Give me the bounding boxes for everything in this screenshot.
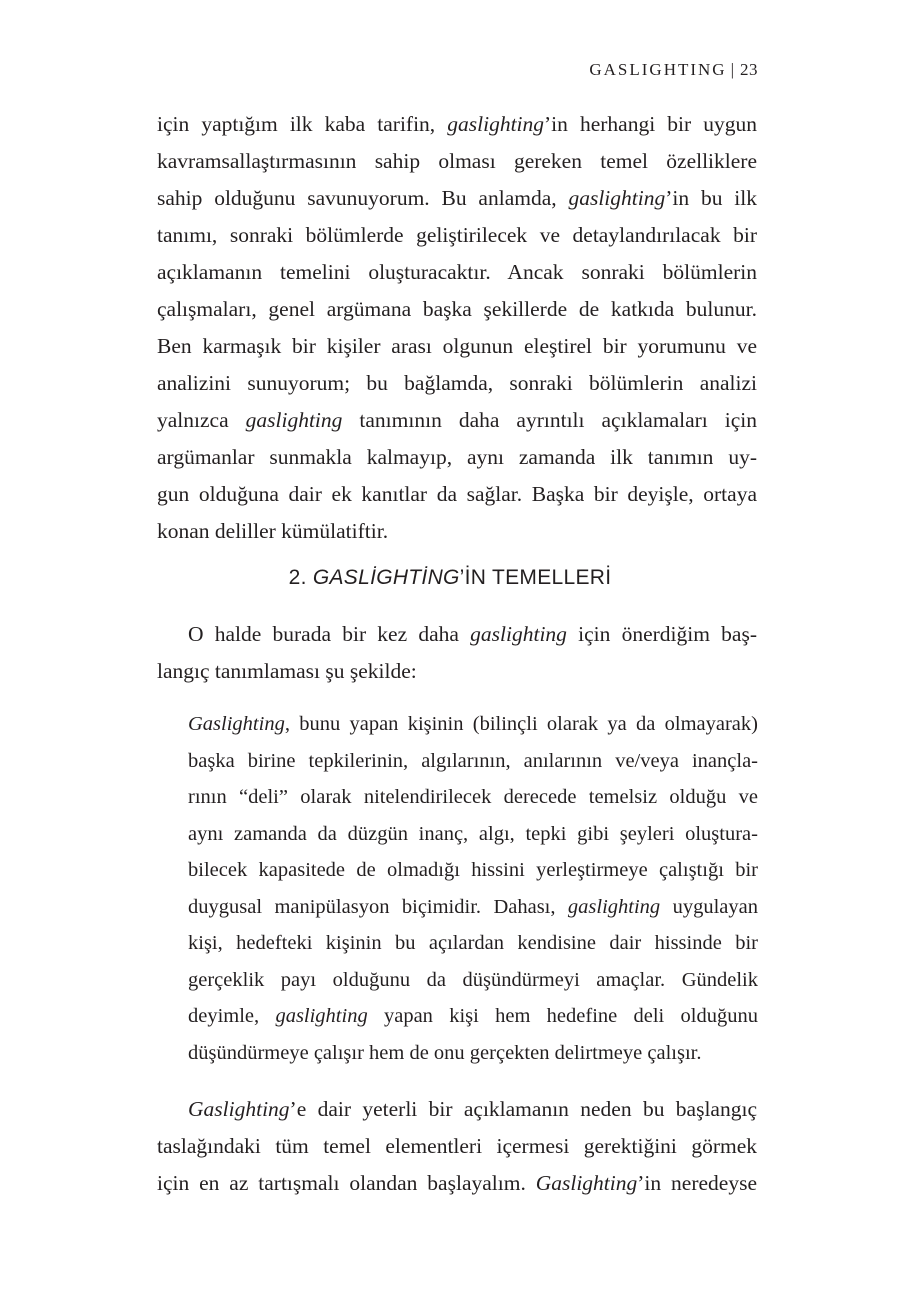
section-title-italic: GASLİGHTİNG (312, 566, 460, 589)
running-head-title: GASLIGHTING (589, 60, 727, 79)
text-line (157, 653, 757, 690)
page-number: 23 (740, 60, 758, 79)
line-text: Ben karmaşık bir kişiler arası olgunun eleştirel bir yorumunu ve (157, 334, 757, 358)
text-line (188, 743, 758, 780)
text-line (157, 513, 757, 550)
line-text: gun olduğuna dair ek kanıtlar da sağlar. Başka bir deyişle, ortaya (157, 482, 757, 506)
text-line (188, 816, 758, 853)
running-head-separator: | (730, 60, 736, 79)
running-head (589, 60, 758, 80)
line-text: tanımı, sonraki bölümlerde geliştirilecek ve detaylandırılacak bir (157, 223, 757, 247)
text-line (157, 1091, 757, 1128)
line-text: için yaptığım ilk kaba tarifin, (157, 112, 448, 136)
line-text: analizini sunuyorum; bu bağlamda, sonraki bölümlerin analizi (157, 371, 757, 395)
line-text: deyimle, (188, 1005, 276, 1027)
line-text: ’in neredeyse (637, 1171, 757, 1195)
italic-term: Gaslighting (188, 1097, 290, 1121)
line-text: , bunu yapan kişinin (bilinçli olarak ya da olmayarak) (284, 713, 758, 735)
line-text: düşündürmeye çalışır hem de onu gerçekten delirtmeye çalışır. (188, 1041, 702, 1064)
line-text: gerçeklik payı olduğunu da düşündürmeyi amaçlar. Gündelik (188, 968, 758, 991)
text-line (157, 1128, 757, 1165)
text-line (188, 889, 758, 926)
line-text: langıç tanımlaması şu şekilde: (157, 659, 417, 683)
line-text: rının “deli” olarak nitelendirilecek derecede temelsiz olduğu ve (188, 786, 758, 808)
italic-term: gaslighting (245, 408, 343, 432)
line-text: taslağındaki tüm temel elementleri içermesi gerektiğini görmek (157, 1134, 757, 1158)
line-text: konan deliller kümülatiftir. (157, 519, 389, 543)
block-quote (188, 706, 758, 1071)
text-line (157, 402, 757, 439)
line-text: ’in herhangi bir uygun (544, 112, 757, 136)
line-text: çalışmaları, genel argümana başka şekillerde de katkıda bulunur. (157, 297, 757, 321)
italic-term: gaslighting (275, 1005, 368, 1027)
section-number: 2. (288, 566, 313, 589)
text-line (157, 476, 757, 513)
line-text: aynı zamanda da düzgün inanç, algı, tepki gibi şeyleri oluştura- (188, 822, 758, 845)
line-text: argümanlar sunmakla kalmayıp, aynı zamanda ilk tanımın uy- (157, 445, 757, 469)
line-text: sahip olduğunu savunuyorum. Bu anlamda, (157, 186, 569, 210)
italic-term: Gaslighting (535, 1171, 638, 1195)
text-line (188, 1035, 758, 1072)
text-line (188, 852, 758, 889)
section-heading (0, 566, 900, 590)
text-line (188, 962, 758, 999)
text-line (157, 439, 757, 476)
text-line (157, 217, 757, 254)
text-line (157, 143, 757, 180)
italic-term: gaslighting (447, 112, 545, 136)
text-line (157, 254, 757, 291)
line-text: yalnızca (157, 408, 246, 432)
text-line (157, 180, 757, 217)
text-line (157, 106, 757, 143)
line-text: bilecek kapasitede de olmadığı hissini yerleştirmeye çalıştığı bir (188, 859, 758, 881)
text-line (157, 291, 757, 328)
line-text: başka birine tepkilerinin, algılarının, anılarının ve/veya inançla- (188, 749, 758, 772)
paragraph-2 (157, 616, 757, 690)
paragraph-3 (157, 1091, 757, 1202)
line-text: O halde burada bir kez daha (188, 622, 471, 646)
line-text: ’in bu ilk (665, 186, 757, 210)
text-line (157, 616, 757, 653)
line-text: için önerdiğim baş- (566, 622, 757, 646)
line-text: kavramsallaştırmasının sahip olması gereken temel özelliklere (157, 149, 757, 173)
text-line (188, 998, 758, 1035)
line-text: uygulayan (660, 895, 758, 918)
line-text: ’e dair yeterli bir açıklamanın neden bu başlangıç (289, 1097, 757, 1121)
italic-term: gaslighting (470, 622, 567, 646)
italic-term: gaslighting (567, 895, 661, 918)
text-line (157, 328, 757, 365)
text-line (188, 925, 758, 962)
text-line (188, 779, 758, 816)
italic-term: gaslighting (568, 186, 666, 210)
line-text: için en az tartışmalı olandan başlayalım. (157, 1171, 536, 1195)
line-text: açıklamanın temelini oluşturacaktır. Ancak sonraki bölümlerin (157, 260, 757, 284)
line-text: kişi, hedefteki kişinin bu açılardan kendisine dair hissinde bir (188, 932, 758, 954)
text-line (157, 365, 757, 402)
line-text: tanımının daha ayrıntılı açıklamaları için (342, 408, 758, 432)
italic-term: Gaslighting (188, 713, 285, 735)
text-line (157, 1165, 757, 1202)
line-text: duygusal manipülasyon biçimidir. Dahası, (188, 895, 568, 918)
line-text: yapan kişi hem hedefine deli olduğunu (367, 1005, 758, 1027)
section-title-rest: ’İN TEMELLERİ (459, 566, 612, 589)
paragraph-1 (157, 106, 757, 550)
text-line (188, 706, 758, 743)
